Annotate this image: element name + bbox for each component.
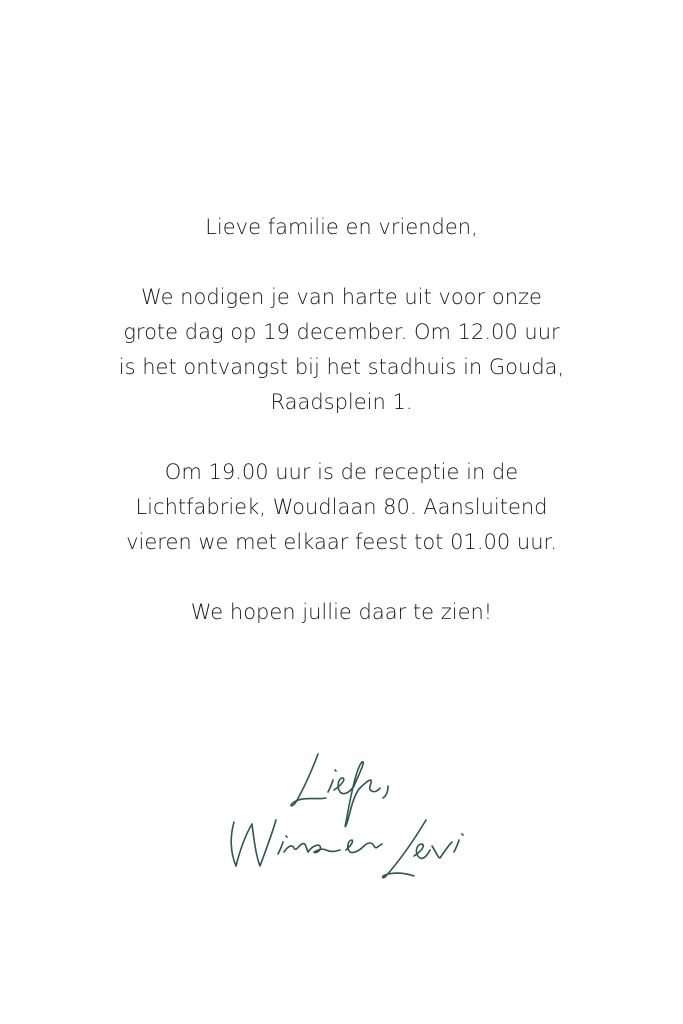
- signature-stroke-e3: [414, 844, 430, 858]
- signature-stroke-L: [291, 754, 326, 806]
- signature-stroke-n2: [364, 843, 382, 848]
- signature-stroke-i3: [454, 840, 459, 852]
- paragraph-reception-line: Om 19.00 uur is de receptie in de: [164, 460, 519, 484]
- signature-stroke-n: [284, 844, 308, 852]
- signature-stroke-i-dot: [335, 770, 336, 771]
- closing-line: We hopen jullie daar te zien!: [190, 600, 493, 624]
- paragraph-reception: [60, 455, 623, 560]
- signature-stroke-L2: [383, 820, 427, 878]
- signature-stroke-s: [360, 780, 380, 792]
- greeting: [60, 210, 623, 245]
- signature-stroke-e2: [346, 840, 364, 853]
- paragraph-ceremony-line: Raadsplein 1.: [270, 390, 413, 414]
- paragraph-ceremony: [60, 280, 623, 420]
- paragraph-ceremony-line: is het ontvangst bij het stadhuis in Gouda,: [118, 355, 565, 379]
- signature-stroke-i2-dot: [286, 836, 287, 837]
- paragraph-ceremony-line: grote dag op 19 december. Om 12.00 uur: [123, 320, 560, 344]
- signature-stroke-f: [345, 762, 363, 827]
- paragraph-reception-line: vieren we met elkaar feest tot 01.00 uur.: [126, 530, 557, 554]
- paragraph-reception-line: Lichtfabriek, Woudlaan 80. Aansluitend: [135, 495, 548, 519]
- signature-stroke-i3-dot: [462, 834, 463, 835]
- invitation-text: [60, 210, 623, 665]
- signature-stroke-a: [308, 845, 340, 852]
- greeting-line: Lieve familie en vrienden,: [205, 215, 478, 239]
- handwritten-signature: [200, 740, 490, 900]
- signature-stroke-e: [334, 778, 354, 794]
- closing: [60, 595, 623, 630]
- signature-stroke-i2: [278, 842, 283, 854]
- signature-stroke-i: [328, 780, 333, 792]
- signature-stroke-comma: [383, 786, 388, 798]
- signature-stroke-N: [231, 820, 276, 866]
- paragraph-ceremony-line: We nodigen je van harte uit voor onze: [141, 285, 542, 309]
- signature-stroke-v: [432, 842, 452, 858]
- signature-drawing: [200, 740, 490, 900]
